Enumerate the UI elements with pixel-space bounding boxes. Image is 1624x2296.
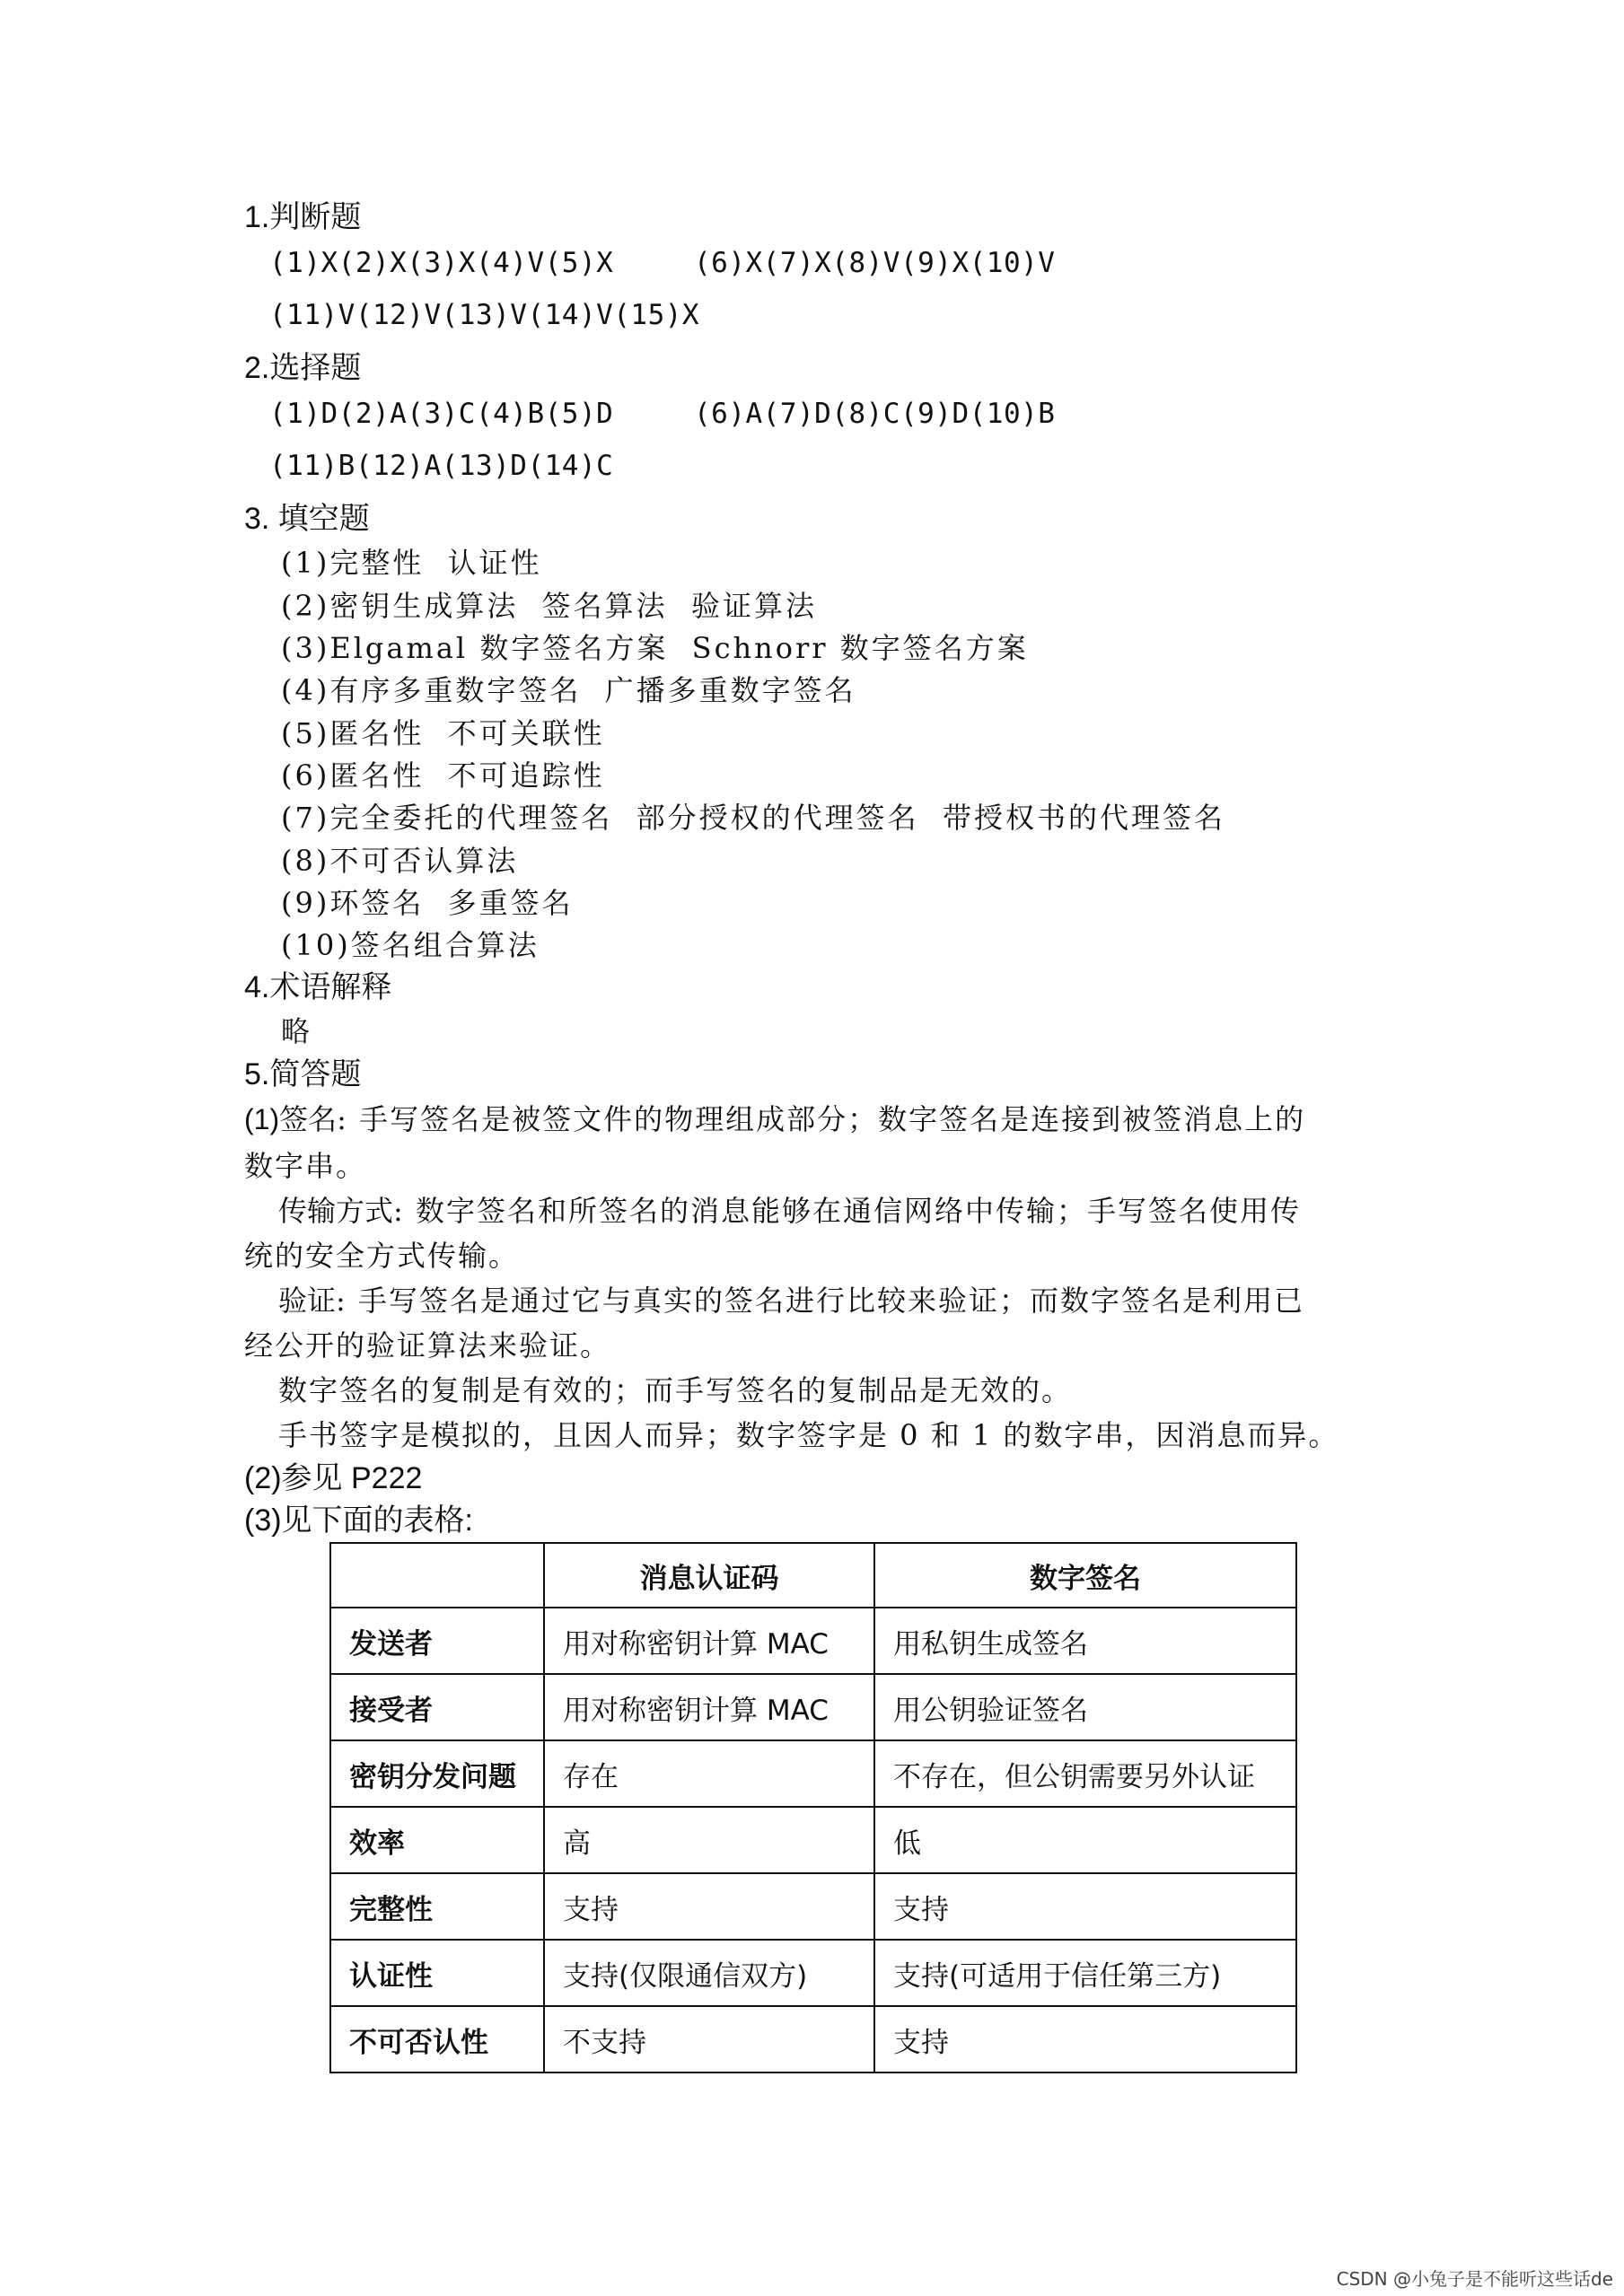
section-2-answers-11-14: (11)B(12)A(13)D(14)C	[269, 450, 614, 482]
fill-item: (3)Elgamal 数字签名方案 Schnorr 数字签名方案	[281, 631, 1029, 665]
answer-1-transport-lead: 传输方式	[278, 1195, 394, 1227]
answer-1-line	[244, 1102, 1305, 1136]
section-5-title: 5.简答题	[244, 1057, 362, 1091]
answer-3: (3)见下面的表格:	[244, 1503, 473, 1538]
section-1-answers-1-5: (1)X(2)X(3)X(4)V(5)X	[269, 247, 614, 279]
table-cell: 存在	[544, 1740, 874, 1807]
answer-1-verify-text: : 手写签名是通过它与真实的签名进行比较来验证；而数字签名是利用已	[336, 1284, 1304, 1318]
answer-1-line	[278, 1284, 1304, 1318]
answer-1-line	[278, 1194, 1301, 1228]
table-cell: 用对称密钥计算 MAC	[544, 1608, 874, 1674]
table-row	[330, 1608, 1296, 1674]
section-4-title: 4.术语解释	[244, 970, 392, 1004]
answer-1-transport-text: : 数字签名和所签名的消息能够在通信网络中传输；手写签名使用传	[393, 1194, 1301, 1228]
table-cell: 用私钥生成签名	[874, 1608, 1296, 1674]
watermark-footer: CSDN @小兔子是不能听这些话de	[1336, 2268, 1613, 2290]
fill-item: (6)匿名性 不可追踪性	[281, 758, 605, 793]
comparison-table	[329, 1542, 1297, 2073]
table-cell: 支持	[874, 2006, 1296, 2073]
fill-item: (5)匿名性 不可关联性	[281, 716, 605, 750]
table-cell: 支持(仅限通信双方)	[544, 1940, 874, 2006]
table-cell: 支持	[544, 1873, 874, 1940]
answer-1-lead: (1)签名	[244, 1103, 338, 1135]
fill-item: (4)有序多重数字签名 广播多重数字签名	[281, 673, 856, 707]
table-header-cell	[330, 1543, 544, 1608]
fill-item: (7)完全委托的代理签名 部分授权的代理签名 带授权书的代理签名	[281, 801, 1226, 835]
table-cell: 支持	[874, 1873, 1296, 1940]
section-1-title: 1.判断题	[244, 200, 362, 234]
table-cell: 低	[874, 1807, 1296, 1873]
table-header-row	[330, 1543, 1296, 1608]
table-row-header: 发送者	[330, 1608, 544, 1674]
table-row	[330, 1807, 1296, 1873]
fill-item: (1)完整性 认证性	[281, 546, 542, 580]
table-row	[330, 1940, 1296, 2006]
table-row	[330, 2006, 1296, 2073]
table-row	[330, 1674, 1296, 1740]
answer-2: (2)参见 P222	[244, 1461, 423, 1495]
table-row-header: 接受者	[330, 1674, 544, 1740]
section-1-answers-11-15: (11)V(12)V(13)V(14)V(15)X	[269, 299, 700, 331]
table-cell: 支持(可适用于信任第三方)	[874, 1940, 1296, 2006]
table-cell: 用公钥验证签名	[874, 1674, 1296, 1740]
section-2-answers-6-10: (6)A(7)D(8)C(9)D(10)B	[694, 398, 1056, 430]
section-1-answers-6-10: (6)X(7)X(8)V(9)X(10)V	[694, 247, 1056, 279]
table-header-cell: 数字签名	[874, 1543, 1296, 1608]
section-2-answers-1-5: (1)D(2)A(3)C(4)B(5)D	[269, 398, 614, 430]
table-header-cell: 消息认证码	[544, 1543, 874, 1608]
table-cell: 不支持	[544, 2006, 874, 2073]
table-cell: 用对称密钥计算 MAC	[544, 1674, 874, 1740]
fill-item: (10)签名组合算法	[281, 928, 540, 962]
section-3-title: 3. 填空题	[244, 502, 370, 536]
answer-1-line: 数字串。	[244, 1149, 367, 1183]
answer-1-verify-lead: 验证	[278, 1284, 337, 1317]
table-cell: 高	[544, 1807, 874, 1873]
table-row-header: 密钥分发问题	[330, 1740, 544, 1807]
table-row	[330, 1740, 1296, 1807]
section-4-body: 略	[281, 1014, 313, 1048]
table-row-header: 效率	[330, 1807, 544, 1873]
table-row-header: 完整性	[330, 1873, 544, 1940]
answer-1-line: 手书签字是模拟的，且因人而异；数字签字是 0 和 1 的数字串，因消息而异。	[278, 1418, 1339, 1452]
fill-item: (2)密钥生成算法 签名算法 验证算法	[281, 589, 818, 623]
section-2-title: 2.选择题	[244, 351, 362, 385]
fill-item: (8)不可否认算法	[281, 844, 519, 878]
answer-1-line: 数字签名的复制是有效的；而手写签名的复制品是无效的。	[278, 1373, 1073, 1407]
table-row-header: 不可否认性	[330, 2006, 544, 2073]
fill-item: (9)环签名 多重签名	[281, 886, 574, 920]
answer-1-line: 经公开的验证算法来验证。	[244, 1328, 611, 1363]
table-row-header: 认证性	[330, 1940, 544, 2006]
table-row	[330, 1873, 1296, 1940]
answer-1-line: 统的安全方式传输。	[244, 1239, 520, 1273]
answer-1-text: : 手写签名是被签文件的物理组成部分；数字签名是连接到被签消息上的	[337, 1102, 1306, 1136]
table-cell: 不存在，但公钥需要另外认证	[874, 1740, 1296, 1807]
